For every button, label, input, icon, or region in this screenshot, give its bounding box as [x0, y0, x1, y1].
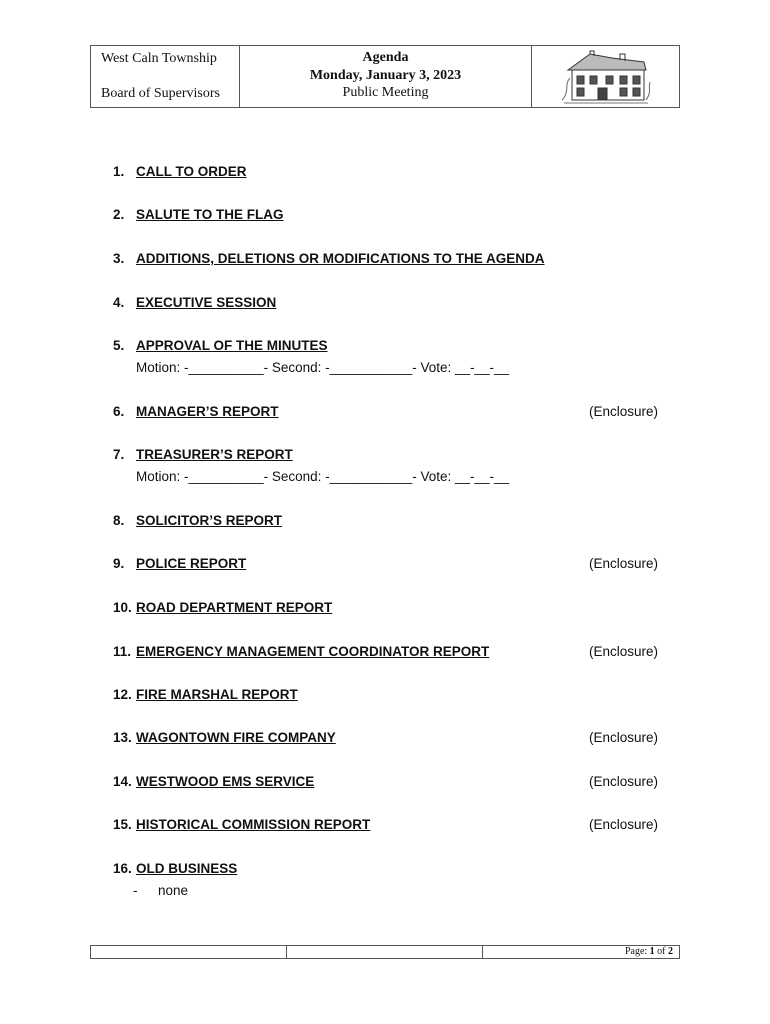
- item-title: CALL TO ORDER: [136, 164, 247, 179]
- item-number: 6.: [113, 404, 125, 419]
- page-total: 2: [668, 946, 673, 957]
- item-title: ADDITIONS, DELETIONS OR MODIFICATIONS TO THE AGENDA: [136, 251, 545, 266]
- header-title-block: [240, 46, 532, 107]
- header-org: [91, 46, 240, 107]
- page-current: 1: [649, 946, 655, 957]
- item-title: FIRE MARSHAL REPORT: [136, 687, 298, 702]
- item-number: 14.: [113, 774, 132, 789]
- doc-title: Agenda: [362, 50, 409, 65]
- item-number: 10.: [113, 600, 132, 615]
- header-table: [90, 45, 680, 108]
- item-number: 11.: [113, 644, 132, 659]
- item-title: SOLICITOR’S REPORT: [136, 513, 283, 528]
- enclosure-note: (Enclosure): [588, 774, 658, 789]
- item-title: TREASURER’S REPORT: [136, 447, 293, 462]
- item-number: 4.: [113, 295, 125, 310]
- header-logo: [532, 46, 679, 107]
- enclosure-note: (Enclosure): [588, 556, 658, 571]
- item-number: 16.: [113, 861, 132, 876]
- item-title: APPROVAL OF THE MINUTES: [136, 338, 328, 353]
- enclosure-note: (Enclosure): [588, 404, 658, 419]
- item-title: SALUTE TO THE FLAG: [136, 207, 284, 222]
- enclosure-note: (Enclosure): [588, 817, 658, 832]
- enclosure-note: (Enclosure): [588, 730, 658, 745]
- item-number: 8.: [113, 513, 125, 528]
- item-title: POLICE REPORT: [136, 556, 247, 571]
- meeting-type: Public Meeting: [342, 85, 429, 100]
- page-label: Page:: [624, 946, 648, 957]
- org-board: Board of Supervisors: [101, 86, 220, 101]
- item-number: 5.: [113, 338, 125, 353]
- enclosure-note: (Enclosure): [588, 644, 658, 659]
- sub-item-text: none: [158, 883, 189, 898]
- building-logo-icon: [560, 48, 652, 106]
- item-number: 2.: [113, 207, 125, 222]
- item-title: WESTWOOD EMS SERVICE: [136, 774, 315, 789]
- footer-table: [90, 945, 680, 959]
- item-title: EXECUTIVE SESSION: [136, 295, 277, 310]
- meeting-date: Monday, January 3, 2023: [309, 67, 462, 83]
- org-name: West Caln Township: [101, 51, 217, 66]
- item-number: 13.: [113, 730, 132, 745]
- item-title: HISTORICAL COMMISSION REPORT: [136, 817, 371, 832]
- motion-line: Motion: -__________- Second: -___________- Vote: __-__-__: [136, 469, 510, 484]
- item-number: 7.: [113, 447, 125, 462]
- motion-line: Motion: -__________- Second: -___________- Vote: __-__-__: [136, 360, 510, 375]
- item-number: 9.: [113, 556, 125, 571]
- item-title: MANAGER’S REPORT: [136, 404, 279, 419]
- footer-cell: [287, 946, 483, 958]
- page-of: of: [657, 946, 666, 957]
- item-title: ROAD DEPARTMENT REPORT: [136, 600, 333, 615]
- item-title: OLD BUSINESS: [136, 861, 238, 876]
- item-title: WAGONTOWN FIRE COMPANY: [136, 730, 336, 745]
- page-indicator: [483, 946, 679, 958]
- item-number: 12.: [113, 687, 132, 702]
- footer-cell: [91, 946, 287, 958]
- item-number: 3.: [113, 251, 125, 266]
- item-title: EMERGENCY MANAGEMENT COORDINATOR REPORT: [136, 644, 490, 659]
- item-number: 15.: [113, 817, 132, 832]
- item-number: 1.: [113, 164, 125, 179]
- sub-bullet: -: [133, 883, 138, 898]
